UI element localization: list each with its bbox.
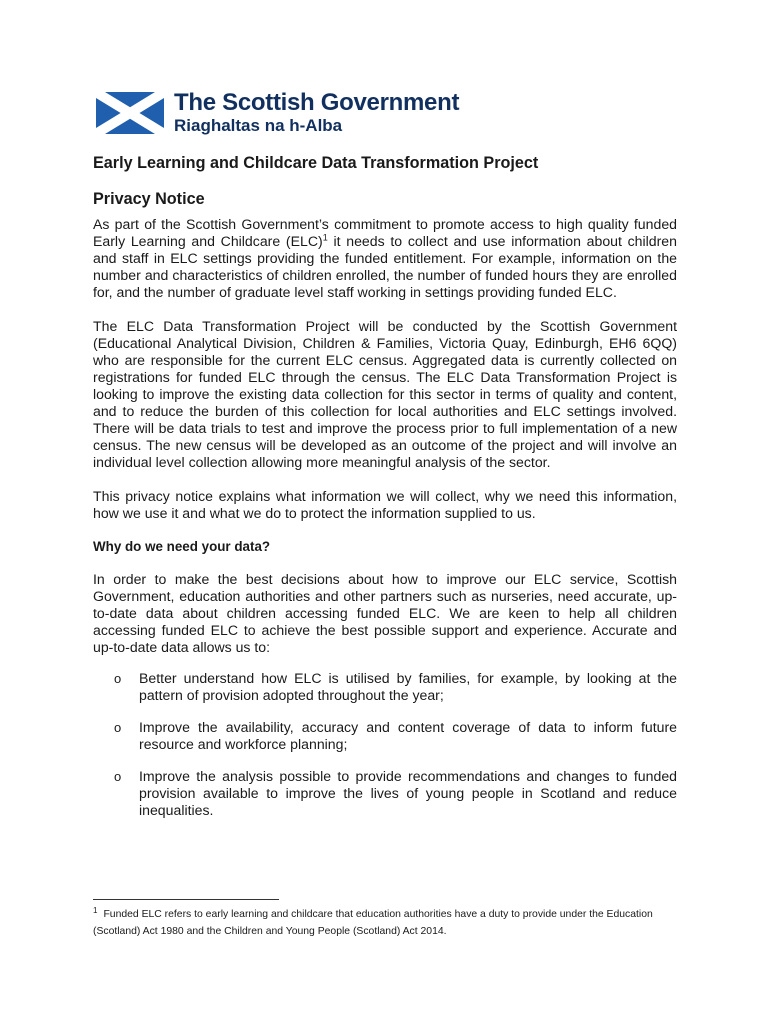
list-item [93,670,677,704]
bullet-marker: o [114,671,122,686]
bullet-marker: o [114,720,122,735]
footnote-number: 1 [93,905,98,915]
footnote-text: Funded ELC refers to early learning and childcare that education authorities have a duty to provide under the Education (Scotland) Act 1980 and the Children and Young People (Scotland) Act 2014. [93,909,653,937]
footnote-divider [93,899,279,900]
paragraph-why: In order to make the best decisions about how to improve our ELC service, Scottish Government, education authorities and other partners such as nurseries, need accurate, up-to-date data about children accessing funded ELC. We are keen to help all children accessing funded ELC to achieve the best possible support and experience. Accurate and up-to-date data allows us to: [93,571,677,655]
paragraph-intro-b: it needs to collect and use information about children and staff in ELC settings providing the funded entitlement. For example, information on the number and characteristics of children enrolled, the number of funded hours they are enrolled for, and the number of graduate level staff working in settings providing funded ELC. [93,233,677,300]
paragraph-intro [93,216,677,301]
document-subtitle: Privacy Notice [93,190,205,208]
list-item [93,768,677,819]
document-body [93,152,677,834]
bullet-marker: o [114,769,122,784]
bullet-list [93,670,677,819]
footnote-reference: 1 [322,232,328,243]
paragraph-intro-a: As part of the Scottish Government’s commitment to promote access to high quality funded Early Learning and Childcare (ELC) [93,216,677,249]
section-heading: Why do we need your data? [93,539,271,554]
list-item-text: Improve the availability, accuracy and content coverage of data to inform future resource and workforce planning; [139,719,677,752]
footnote [93,906,693,940]
logo-wordmark [174,90,459,136]
saltire-flag-icon [96,92,164,134]
document-title: Early Learning and Childcare Data Transformation Project [93,154,539,172]
list-item [93,719,677,753]
list-item-text: Improve the analysis possible to provide recommendations and changes to funded provision available to improve the lives of young people in Scotland and reduce inequalities. [139,768,677,818]
logo-subname: Riaghaltas na h-Alba [174,116,343,135]
list-item-text: Better understand how ELC is utilised by families, for example, by looking at the pattern of provision adopted throughout the year; [139,670,677,703]
paragraph-project: The ELC Data Transformation Project will be conducted by the Scottish Government (Educational Analytical Division, Children & Families, Victoria Quay, Edinburgh, EH6 6QQ) who are responsible for the current ELC census. Aggregated data is currently collected on registrations for funded ELC through the census. The ELC Data Transformation Project is looking to improve the existing data collection for this sector in terms of quality and content, and to reduce the burden of this collection for local authorities and ELC settings involved. There will be data trials to test and improve the process prior to full implementation of a new census. The new census will be developed as an outcome of the project and will involve an individual level collection allowing more meaningful analysis of the sector. [93,318,677,470]
logo-name: The Scottish Government [174,89,460,116]
scottish-government-logo [96,90,476,134]
paragraph-explains: This privacy notice explains what information we will collect, why we need this information, how we use it and what we do to protect the information supplied to us. [93,488,677,521]
